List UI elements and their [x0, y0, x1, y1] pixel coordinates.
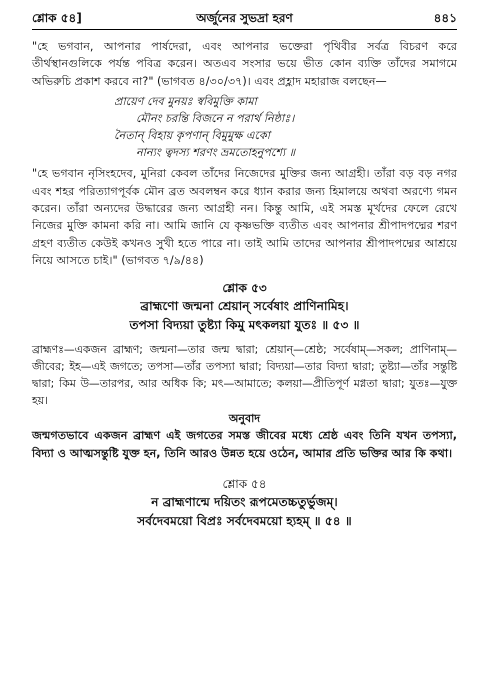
page-number: ৪৪১ [433, 11, 457, 25]
page-body [32, 38, 457, 531]
quoted-verse-line-2: মৌনং চরন্তি বিজনে ন পরার্থ নিষ্ঠাঃ। [136, 112, 295, 126]
header-chapter-title: অর্জুনের সুভদ্রা হরণ [196, 11, 293, 25]
purport-paragraph-1: "হে ভগবান, আপনার পার্ষদেরা, এবং আপনার ভক্তেরা পৃথিবীর সর্বত্র বিচরণ করে তীর্থস্থানগুলিকে পর্যন্ত পবিত্র করেন। অতএব সংসার ভয়ে ভীত কোন ব্যক্তি তাঁদের সমাগমে অভিরুচি প্রকাশ করবে না?" (ভাগবত ৪/৩০/৩৭)। এবং প্রহ্লাদ মহারাজ বলছেন— [32, 40, 457, 88]
sloka-54-line-1: ন ব্রাহ্মণান্মে দয়িতং রূপমেতচ্চতুর্ভুজম্। [151, 494, 338, 509]
sloka-53-line-1: ব্রাহ্মণো জন্মনা শ্রেয়ান্ সর্বেষাং প্রাণিনামিহ। [140, 298, 349, 313]
quoted-verse-line-3: নৈতান্ বিহায় কৃপণান্ বিমুমুক্ষ একো [114, 129, 270, 143]
sloka-53-line-2: তপসা বিদ্যয়া তুষ্ট্যা কিমু মৎকলয়া যুতঃ ॥ ৫৩ ॥ [129, 317, 360, 332]
header-verse-ref: শ্লোক ৫৪] [32, 11, 82, 25]
translation-heading: অনুবাদ [228, 412, 261, 426]
quoted-verse-line-4: নান্যং ত্বদস্য শরণং ভ্রমতোহনুপশ্যে ॥ [136, 146, 296, 160]
quoted-verse [32, 93, 457, 161]
header-rule [32, 29, 457, 30]
sloka-53-word-meanings: ব্রাহ্মণঃ—একজন ব্রাহ্মণ; জন্মনা—তার জন্ম দ্বারা; শ্রেয়ান্—শ্রেষ্ঠ; সর্বেষাম্—সকল; প্রাণিনাম্—জীবের; ইহ—এই জগতে; তপসা—তাঁর তপস্যা দ্বারা; বিদ্যয়া—তার বিদ্যা দ্বারা; তুষ্ট্যা—তাঁর সন্তুষ্টি দ্বারা; কিম উ—তারপর, আর অধিক কি; মৎ—আমাতে; কলয়া—প্রীতিপূর্ণ মগ্নতা দ্বারা; যুতঃ—যুক্ত হয়। [32, 342, 457, 408]
page-header [32, 10, 457, 30]
sloka-54-line-2: সর্বদেবময়ো বিপ্রঃ সর্বদেবময়ো হ্যহম্ ॥ ৫৪ ॥ [137, 513, 352, 528]
sloka-53-title: শ্লোক ৫৩ [222, 280, 267, 295]
purport-paragraph-2: "হে ভগবান নৃসিংহদেব, মুনিরা কেবল তাঁদের নিজেদের মুক্তির জন্য আগ্রহী। তাঁরা বড় বড় নগর এবং শহর পরিত্যাগপূর্বক মৌন ব্রত অবলম্বন করে ধ্যান করার জন্য হিমালয়ে অথবা অরণ্যে গমন করেন। তাঁরা অন্যদের উদ্ধারের জন্য আগ্রহী নন। কিন্তু আমি, এই সমস্ত মূর্খদের ফেলে রেখে নিজের মুক্তি কামনা করি না। আমি জানি যে কৃষ্ণভক্তি ব্যতীত এবং আপনার শ্রীপাদপদ্মের শরণ গ্রহণ ব্যতীত কেউই কখনও সুখী হতে পারে না। তাই আমি তাদের আপনার শ্রীপাদপদ্মের আশ্রয়ে নিয়ে আসতে চাই।" (ভাগবত ৭/৯/৪৪) [32, 167, 457, 268]
sloka-54-title: শ্লোক ৫৪ [222, 476, 267, 491]
sloka-53-translation: জন্মগতভাবে একজন ব্রাহ্মণ এই জগতের সমস্ত জীবের মধ্যে শ্রেষ্ঠ এবং তিনি যখন তপস্যা, বিদ্যা ও আত্মসন্তুষ্টি যুক্ত হন, তিনি আরও উন্নত হয়ে ওঠেন, আমার প্রতি ভক্তির আর কি কথা। [32, 429, 457, 460]
quoted-verse-line-1: প্রায়েণ দেব মুনয়ঃ স্ববিমুক্তি কামা [114, 95, 257, 109]
